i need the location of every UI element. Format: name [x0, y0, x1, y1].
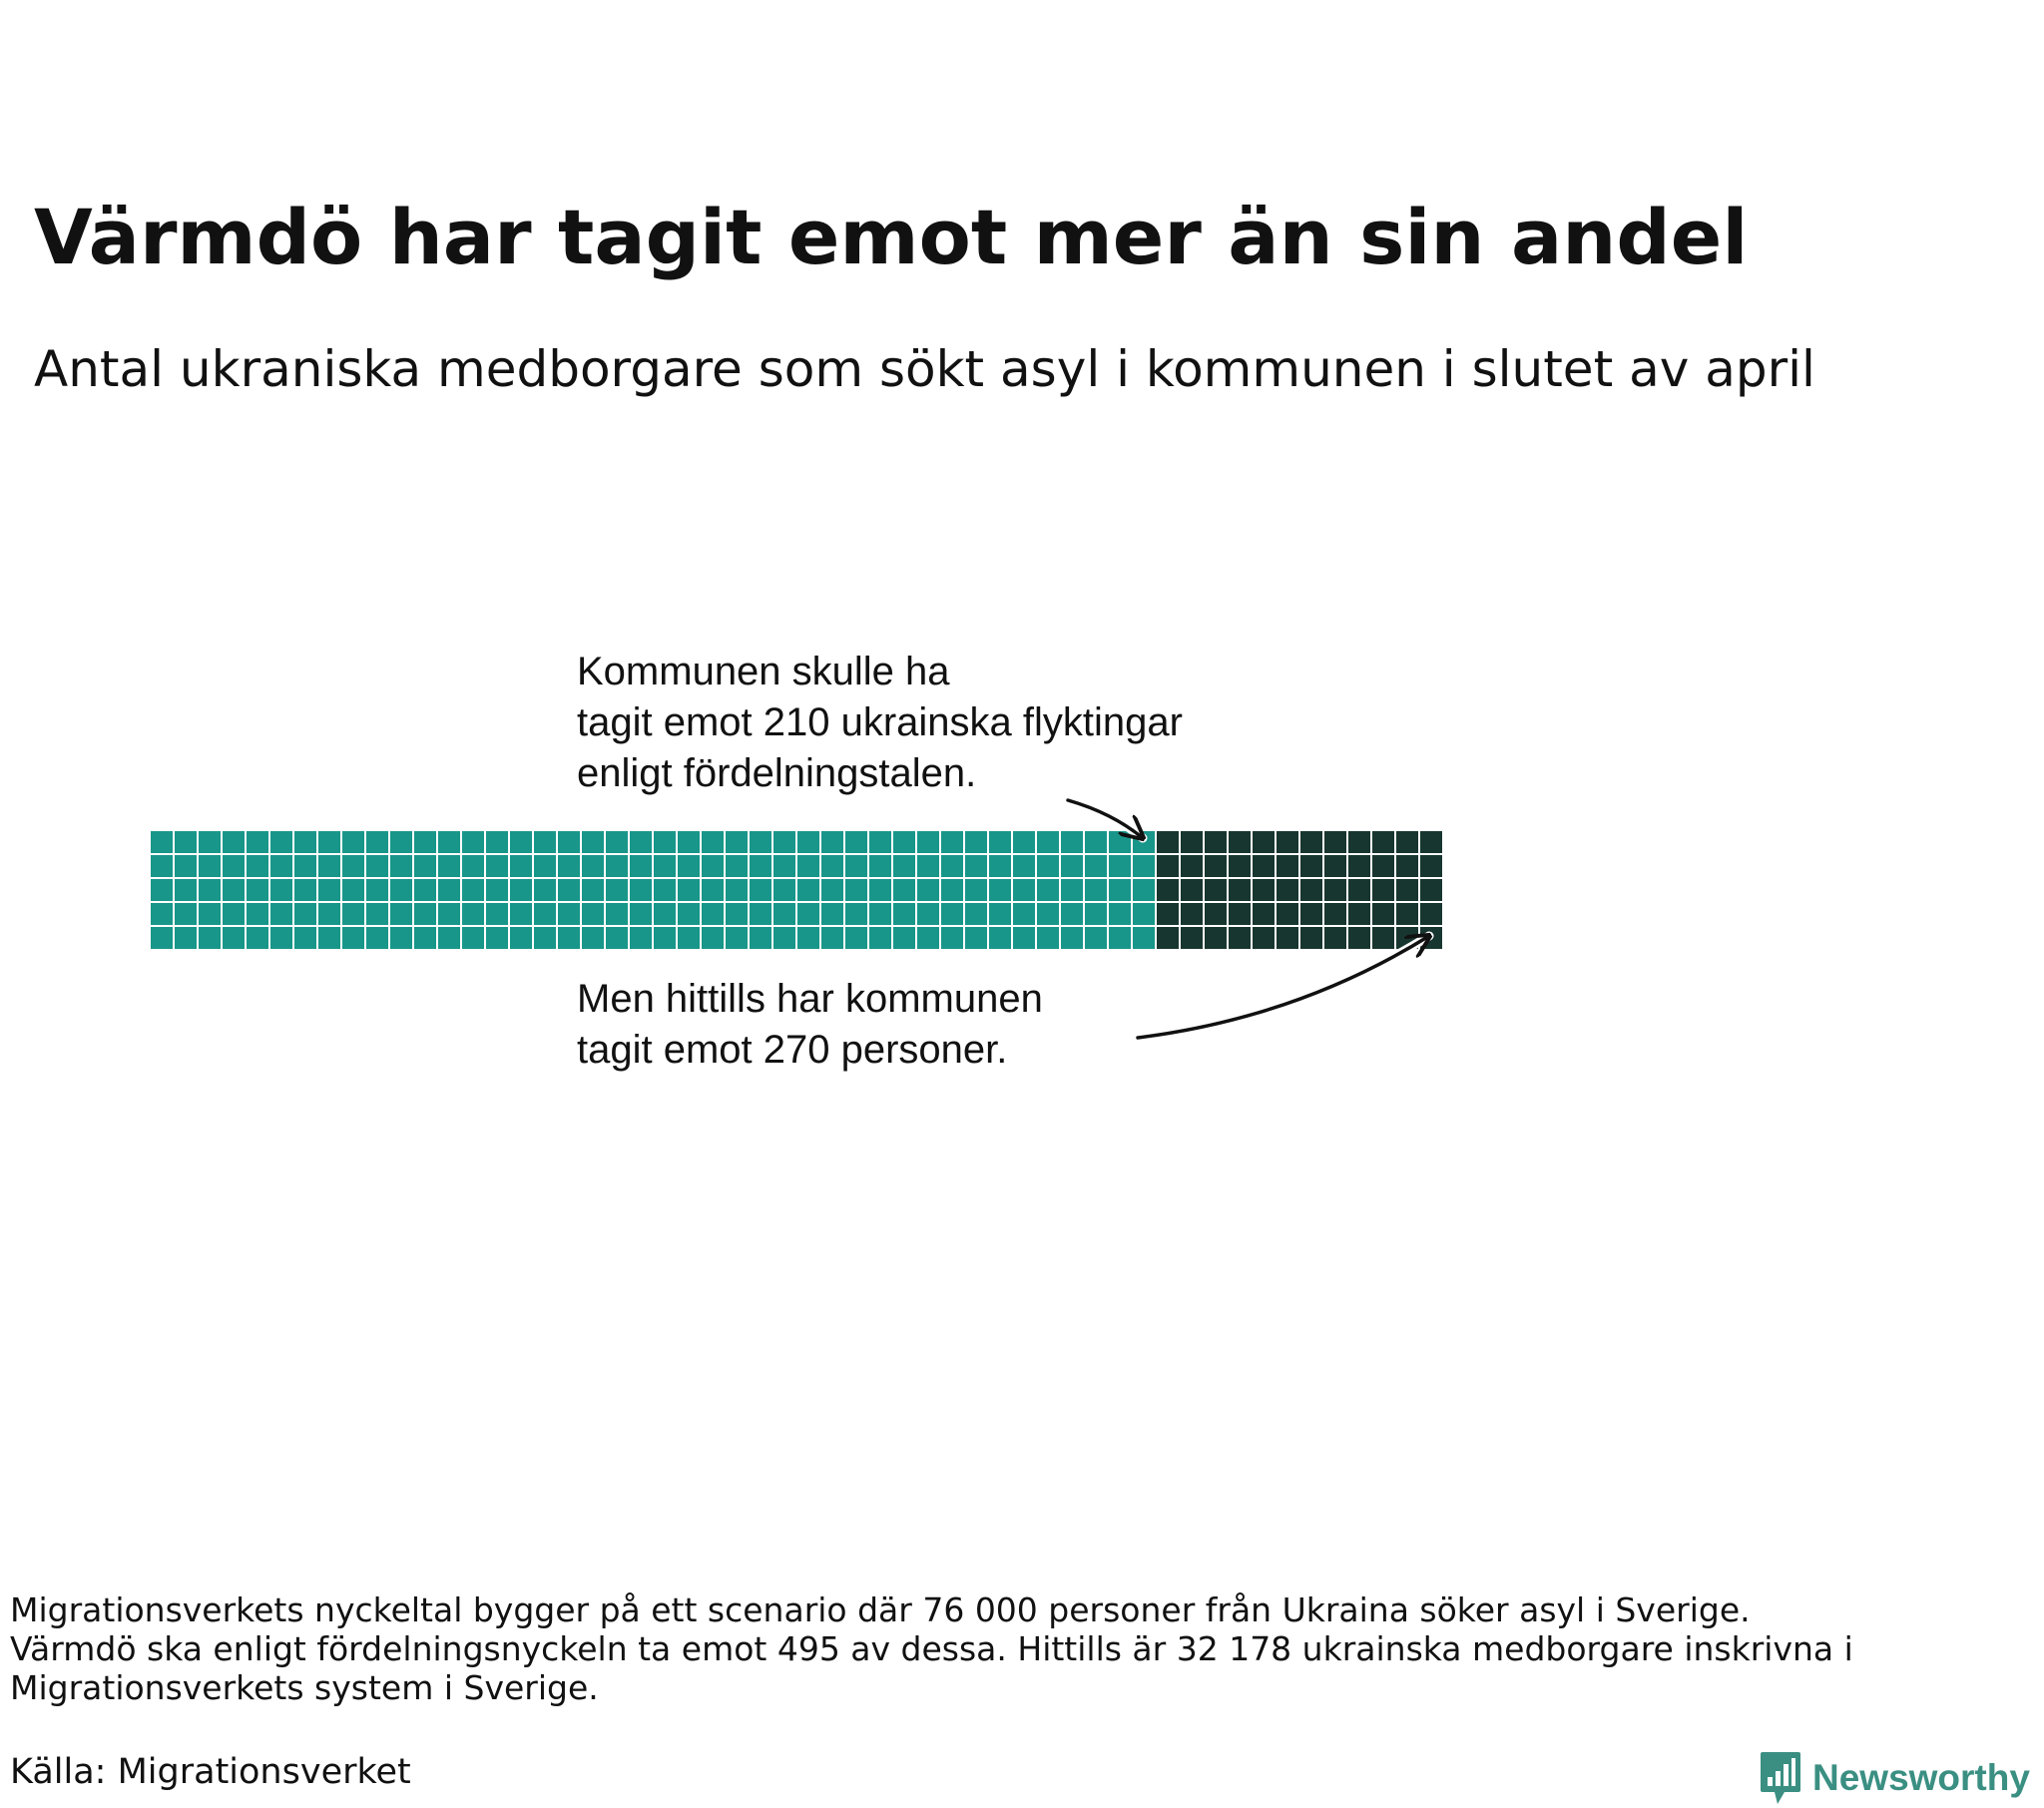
waffle-square-expected: [725, 926, 749, 950]
waffle-square-expected: [485, 902, 509, 926]
waffle-square-expected: [629, 854, 653, 878]
waffle-square-excess: [1419, 830, 1443, 854]
waffle-square-excess: [1276, 878, 1299, 902]
waffle-square-expected: [1036, 926, 1060, 950]
waffle-square-expected: [1012, 902, 1036, 926]
waffle-square-excess: [1204, 878, 1228, 902]
waffle-square-excess: [1252, 854, 1276, 878]
waffle-square-expected: [222, 902, 246, 926]
footnote-line: Migrationsverkets nyckeltal bygger på ett scenario där 76 000 personer från Ukraina söker asyl i Sverige.: [10, 1590, 1751, 1629]
waffle-square-expected: [413, 878, 437, 902]
waffle-square-expected: [820, 878, 844, 902]
waffle-square-expected: [437, 854, 461, 878]
waffle-square-expected: [796, 830, 820, 854]
waffle-square-excess: [1419, 902, 1443, 926]
waffle-square-expected: [964, 926, 988, 950]
waffle-square-expected: [150, 926, 174, 950]
waffle-square-expected: [246, 902, 269, 926]
annotation-actual: [577, 974, 1043, 1076]
bar-chart-icon: [1759, 1750, 1802, 1806]
waffle-square-expected: [150, 902, 174, 926]
waffle-square-excess: [1180, 854, 1204, 878]
waffle-square-expected: [653, 830, 677, 854]
waffle-square-expected: [701, 854, 725, 878]
waffle-square-expected: [629, 878, 653, 902]
waffle-square-expected: [509, 902, 533, 926]
waffle-square-expected: [653, 902, 677, 926]
waffle-square-expected: [317, 902, 341, 926]
waffle-square-expected: [940, 854, 964, 878]
actual-arrow: [1138, 936, 1429, 1038]
waffle-square-expected: [485, 878, 509, 902]
waffle-square-expected: [1084, 830, 1108, 854]
waffle-square-expected: [581, 878, 605, 902]
footnote-line: Migrationsverkets system i Sverige.: [10, 1668, 599, 1707]
waffle-square-excess: [1419, 854, 1443, 878]
waffle-square-expected: [317, 926, 341, 950]
waffle-square-excess: [1299, 854, 1323, 878]
waffle-square-expected: [725, 878, 749, 902]
annotation-actual-line: Men hittills har kommunen: [577, 977, 1043, 1021]
waffle-square-excess: [1228, 926, 1252, 950]
waffle-square-expected: [988, 830, 1012, 854]
waffle-square-expected: [725, 854, 749, 878]
waffle-square-expected: [796, 902, 820, 926]
waffle-square-expected: [509, 878, 533, 902]
waffle-square-expected: [1108, 926, 1132, 950]
waffle-square-expected: [198, 854, 222, 878]
waffle-square-expected: [174, 878, 198, 902]
waffle-square-expected: [557, 878, 581, 902]
waffle-square-expected: [341, 902, 365, 926]
waffle-square-expected: [437, 830, 461, 854]
chart-subtitle: Antal ukraniska medborgare som sökt asyl i kommunen i slutet av april: [34, 340, 1815, 398]
waffle-square-excess: [1276, 854, 1299, 878]
waffle-square-expected: [796, 926, 820, 950]
waffle-square-excess: [1299, 830, 1323, 854]
waffle-square-excess: [1323, 926, 1347, 950]
waffle-square-expected: [461, 926, 485, 950]
waffle-square-expected: [485, 854, 509, 878]
waffle-square-expected: [581, 902, 605, 926]
chart-title: Värmdö har tagit emot mer än sin andel: [34, 193, 1749, 281]
waffle-square-expected: [533, 830, 557, 854]
waffle-square-expected: [365, 926, 389, 950]
waffle-square-excess: [1180, 830, 1204, 854]
waffle-square-expected: [389, 830, 413, 854]
waffle-square-expected: [605, 902, 629, 926]
waffle-square-excess: [1156, 830, 1180, 854]
waffle-square-expected: [269, 854, 293, 878]
waffle-square-expected: [749, 878, 772, 902]
waffle-square-expected: [1084, 878, 1108, 902]
waffle-square-expected: [389, 854, 413, 878]
waffle-square-expected: [1060, 926, 1084, 950]
waffle-square-expected: [293, 878, 317, 902]
waffle-square-expected: [150, 878, 174, 902]
waffle-square-expected: [461, 878, 485, 902]
waffle-square-expected: [725, 902, 749, 926]
waffle-square-expected: [1084, 926, 1108, 950]
waffle-square-expected: [509, 926, 533, 950]
waffle-square-expected: [916, 830, 940, 854]
waffle-square-expected: [509, 830, 533, 854]
waffle-square-expected: [1060, 878, 1084, 902]
waffle-square-expected: [844, 902, 868, 926]
waffle-square-expected: [557, 926, 581, 950]
waffle-square-expected: [605, 854, 629, 878]
waffle-square-expected: [293, 854, 317, 878]
waffle-square-expected: [940, 902, 964, 926]
waffle-square-excess: [1180, 902, 1204, 926]
waffle-square-expected: [461, 902, 485, 926]
waffle-square-expected: [701, 902, 725, 926]
waffle-square-expected: [1036, 854, 1060, 878]
annotation-expected-line: Kommunen skulle ha: [577, 650, 950, 693]
waffle-square-excess: [1395, 830, 1419, 854]
waffle-square-expected: [341, 830, 365, 854]
waffle-square-excess: [1347, 830, 1371, 854]
waffle-square-excess: [1347, 854, 1371, 878]
waffle-square-expected: [222, 926, 246, 950]
waffle-square-expected: [940, 830, 964, 854]
waffle-square-expected: [677, 926, 701, 950]
waffle-square-expected: [916, 926, 940, 950]
waffle-square-expected: [844, 878, 868, 902]
waffle-square-expected: [317, 878, 341, 902]
waffle-square-expected: [605, 878, 629, 902]
waffle-square-expected: [1108, 878, 1132, 902]
waffle-square-expected: [892, 926, 916, 950]
waffle-square-excess: [1204, 854, 1228, 878]
waffle-square-expected: [940, 878, 964, 902]
waffle-square-expected: [557, 830, 581, 854]
waffle-square-expected: [964, 902, 988, 926]
waffle-square-expected: [820, 926, 844, 950]
waffle-square-expected: [269, 878, 293, 902]
waffle-square-expected: [964, 878, 988, 902]
waffle-square-expected: [988, 902, 1012, 926]
waffle-square-expected: [389, 902, 413, 926]
waffle-square-expected: [533, 902, 557, 926]
waffle-square-expected: [988, 878, 1012, 902]
waffle-square-expected: [820, 854, 844, 878]
waffle-grid: [150, 830, 1443, 950]
waffle-square-expected: [1060, 854, 1084, 878]
waffle-square-expected: [868, 926, 892, 950]
waffle-square-expected: [892, 902, 916, 926]
waffle-square-expected: [892, 854, 916, 878]
waffle-square-expected: [413, 902, 437, 926]
waffle-square-excess: [1323, 830, 1347, 854]
waffle-square-expected: [269, 902, 293, 926]
waffle-square-expected: [557, 854, 581, 878]
waffle-square-expected: [868, 854, 892, 878]
waffle-square-expected: [198, 926, 222, 950]
waffle-square-excess: [1156, 878, 1180, 902]
waffle-square-expected: [1060, 902, 1084, 926]
waffle-square-expected: [533, 878, 557, 902]
waffle-square-expected: [796, 878, 820, 902]
waffle-square-excess: [1371, 878, 1395, 902]
waffle-square-expected: [437, 878, 461, 902]
waffle-square-expected: [269, 926, 293, 950]
waffle-square-expected: [222, 830, 246, 854]
waffle-square-expected: [988, 854, 1012, 878]
waffle-square-expected: [581, 830, 605, 854]
waffle-square-excess: [1156, 854, 1180, 878]
waffle-square-expected: [1012, 878, 1036, 902]
waffle-square-expected: [1132, 854, 1156, 878]
waffle-square-expected: [557, 902, 581, 926]
waffle-square-expected: [653, 926, 677, 950]
waffle-square-expected: [868, 830, 892, 854]
waffle-square-expected: [389, 926, 413, 950]
waffle-square-expected: [1084, 854, 1108, 878]
waffle-square-excess: [1204, 926, 1228, 950]
waffle-square-expected: [772, 830, 796, 854]
waffle-square-expected: [701, 926, 725, 950]
waffle-square-expected: [1132, 902, 1156, 926]
waffle-square-excess: [1204, 902, 1228, 926]
waffle-square-excess: [1228, 830, 1252, 854]
waffle-square-excess: [1371, 830, 1395, 854]
waffle-square-expected: [317, 854, 341, 878]
waffle-square-expected: [916, 854, 940, 878]
waffle-square-expected: [198, 878, 222, 902]
waffle-square-excess: [1395, 902, 1419, 926]
waffle-square-expected: [1108, 854, 1132, 878]
waffle-square-expected: [174, 854, 198, 878]
waffle-square-expected: [844, 830, 868, 854]
waffle-square-expected: [413, 926, 437, 950]
waffle-square-excess: [1395, 854, 1419, 878]
waffle-square-excess: [1299, 926, 1323, 950]
waffle-square-expected: [749, 926, 772, 950]
waffle-square-expected: [269, 830, 293, 854]
waffle-square-expected: [725, 830, 749, 854]
waffle-square-expected: [677, 902, 701, 926]
waffle-square-expected: [772, 878, 796, 902]
waffle-square-expected: [461, 830, 485, 854]
waffle-square-expected: [437, 902, 461, 926]
waffle-square-expected: [581, 926, 605, 950]
waffle-square-expected: [413, 830, 437, 854]
waffle-square-expected: [1084, 902, 1108, 926]
waffle-square-expected: [293, 926, 317, 950]
waffle-square-expected: [246, 878, 269, 902]
waffle-square-expected: [485, 926, 509, 950]
waffle-square-expected: [629, 830, 653, 854]
newsworthy-logo: [1759, 1748, 2030, 1808]
actual-arrow-halo: [1138, 936, 1429, 1038]
footnote-line: Värmdö ska enligt fördelningsnyckeln ta emot 495 av dessa. Hittills är 32 178 ukrainska medborgare inskrivna i: [10, 1629, 1853, 1668]
annotation-expected-line: enligt fördelningstalen.: [577, 751, 977, 795]
waffle-square-expected: [1132, 926, 1156, 950]
waffle-square-expected: [389, 878, 413, 902]
waffle-square-expected: [485, 830, 509, 854]
waffle-square-expected: [964, 830, 988, 854]
waffle-square-expected: [246, 926, 269, 950]
waffle-square-excess: [1204, 830, 1228, 854]
waffle-square-expected: [701, 830, 725, 854]
waffle-square-expected: [198, 902, 222, 926]
waffle-square-excess: [1419, 878, 1443, 902]
waffle-square-expected: [1012, 854, 1036, 878]
waffle-square-excess: [1395, 878, 1419, 902]
waffle-square-expected: [293, 902, 317, 926]
waffle-square-expected: [174, 926, 198, 950]
waffle-square-expected: [222, 854, 246, 878]
waffle-square-expected: [820, 830, 844, 854]
annotation-expected-line: tagit emot 210 ukrainska flyktingar: [577, 700, 1183, 744]
waffle-square-excess: [1323, 854, 1347, 878]
waffle-square-expected: [1132, 878, 1156, 902]
waffle-square-expected: [892, 878, 916, 902]
waffle-square-expected: [677, 830, 701, 854]
annotation-actual-line: tagit emot 270 personer.: [577, 1028, 1008, 1072]
waffle-square-excess: [1347, 878, 1371, 902]
waffle-square-expected: [461, 854, 485, 878]
waffle-square-expected: [341, 878, 365, 902]
waffle-square-excess: [1156, 902, 1180, 926]
waffle-square-expected: [772, 926, 796, 950]
waffle-square-excess: [1323, 902, 1347, 926]
waffle-square-expected: [653, 878, 677, 902]
waffle-square-expected: [533, 854, 557, 878]
waffle-square-expected: [988, 926, 1012, 950]
waffle-square-expected: [749, 854, 772, 878]
waffle-square-expected: [341, 926, 365, 950]
waffle-square-excess: [1276, 902, 1299, 926]
waffle-square-expected: [413, 854, 437, 878]
source-credit: Källa: Migrationsverket: [10, 1752, 411, 1792]
waffle-square-expected: [964, 854, 988, 878]
waffle-square-excess: [1180, 926, 1204, 950]
waffle-square-expected: [341, 854, 365, 878]
waffle-square-expected: [150, 854, 174, 878]
waffle-square-expected: [916, 878, 940, 902]
waffle-square-expected: [365, 854, 389, 878]
waffle-square-excess: [1323, 878, 1347, 902]
waffle-square-excess: [1347, 902, 1371, 926]
waffle-square-expected: [749, 902, 772, 926]
waffle-square-expected: [772, 854, 796, 878]
waffle-square-expected: [365, 878, 389, 902]
waffle-square-excess: [1371, 854, 1395, 878]
waffle-square-expected: [796, 854, 820, 878]
waffle-square-expected: [246, 854, 269, 878]
waffle-square-expected: [605, 830, 629, 854]
waffle-square-excess: [1299, 902, 1323, 926]
waffle-square-excess: [1228, 902, 1252, 926]
waffle-square-expected: [772, 902, 796, 926]
waffle-square-excess: [1252, 926, 1276, 950]
waffle-square-expected: [940, 926, 964, 950]
waffle-square-expected: [1108, 830, 1132, 854]
waffle-square-expected: [820, 902, 844, 926]
waffle-square-expected: [365, 830, 389, 854]
waffle-square-expected: [629, 902, 653, 926]
waffle-square-excess: [1252, 830, 1276, 854]
waffle-square-expected: [844, 926, 868, 950]
waffle-square-excess: [1371, 926, 1395, 950]
waffle-square-expected: [844, 854, 868, 878]
waffle-square-excess: [1156, 926, 1180, 950]
waffle-square-expected: [1036, 830, 1060, 854]
waffle-square-expected: [1012, 830, 1036, 854]
waffle-square-expected: [677, 878, 701, 902]
waffle-square-expected: [293, 830, 317, 854]
waffle-square-expected: [868, 902, 892, 926]
waffle-square-excess: [1299, 878, 1323, 902]
waffle-square-excess: [1228, 854, 1252, 878]
waffle-square-expected: [916, 902, 940, 926]
waffle-square-expected: [174, 830, 198, 854]
waffle-square-expected: [892, 830, 916, 854]
waffle-square-excess: [1276, 830, 1299, 854]
waffle-square-excess: [1371, 902, 1395, 926]
waffle-square-excess: [1228, 878, 1252, 902]
waffle-square-excess: [1252, 878, 1276, 902]
waffle-square-expected: [1036, 878, 1060, 902]
waffle-square-expected: [509, 854, 533, 878]
waffle-square-expected: [1012, 926, 1036, 950]
waffle-square-expected: [246, 830, 269, 854]
waffle-square-excess: [1252, 902, 1276, 926]
waffle-square-expected: [581, 854, 605, 878]
waffle-square-expected: [150, 830, 174, 854]
waffle-square-expected: [1108, 902, 1132, 926]
waffle-square-expected: [749, 830, 772, 854]
waffle-square-expected: [317, 830, 341, 854]
waffle-square-excess: [1347, 926, 1371, 950]
waffle-square-excess: [1276, 926, 1299, 950]
waffle-square-expected: [677, 854, 701, 878]
waffle-square-expected: [198, 830, 222, 854]
waffle-square-expected: [222, 878, 246, 902]
waffle-square-expected: [629, 926, 653, 950]
waffle-square-expected: [365, 902, 389, 926]
waffle-square-expected: [1060, 830, 1084, 854]
waffle-square-expected: [174, 902, 198, 926]
waffle-square-expected: [701, 878, 725, 902]
waffle-square-expected: [533, 926, 557, 950]
waffle-square-expected: [868, 878, 892, 902]
annotation-expected: [577, 647, 1183, 799]
waffle-square-excess: [1180, 878, 1204, 902]
footnote: [10, 1590, 1853, 1707]
waffle-square-expected: [653, 854, 677, 878]
waffle-square-expected: [437, 926, 461, 950]
brand-name: Newsworthy: [1812, 1757, 2030, 1798]
waffle-square-expected: [605, 926, 629, 950]
waffle-square-expected: [1036, 902, 1060, 926]
